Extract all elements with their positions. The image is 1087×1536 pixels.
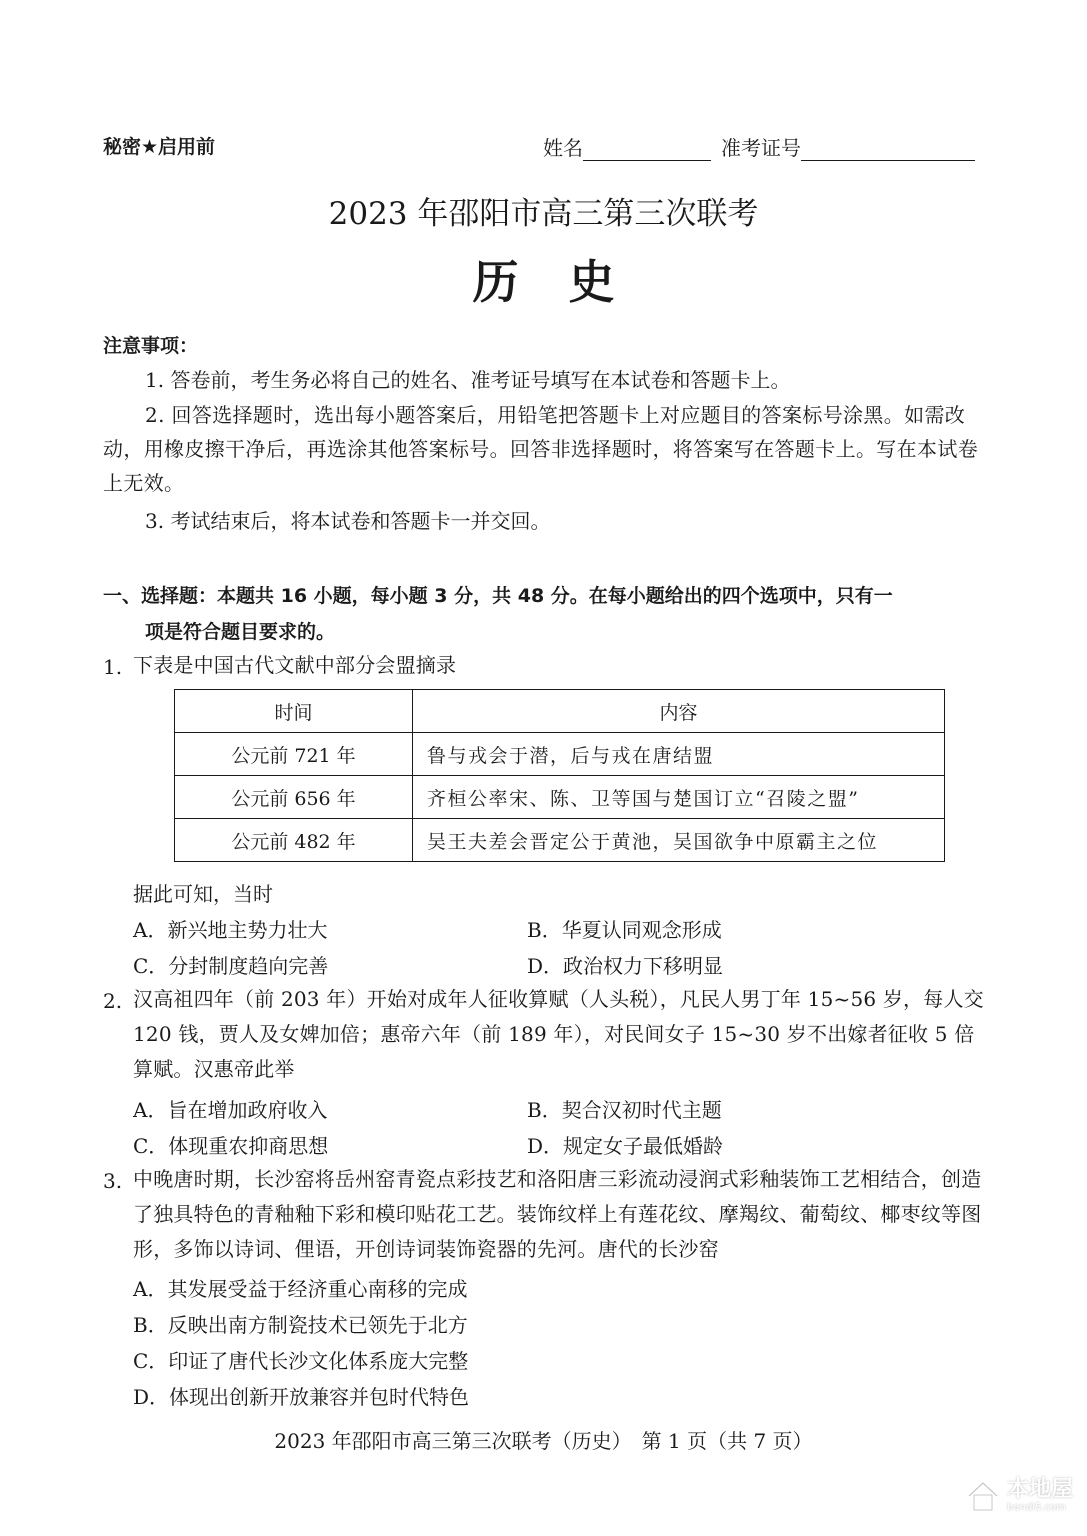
option-a: A．其发展受益于经济重心南移的完成 xyxy=(133,1277,468,1301)
option-b: B．反映出南方制瓷技术已领先于北方 xyxy=(133,1313,468,1337)
section-heading-line2: 项是符合题目要求的。 xyxy=(145,621,336,643)
question-number: 3. xyxy=(103,1169,123,1193)
exam-title: 2023 年邵阳市高三第三次联考 xyxy=(328,196,759,232)
table-cell: 公元前 721 年 xyxy=(175,733,413,776)
id-label: 准考证号 xyxy=(721,136,801,160)
question-stem: 中晚唐时期，长沙窑将岳州窑青瓷点彩技艺和洛阳唐三彩流动浸润式彩釉装饰工艺相结合，创造了独具特色的青釉釉下彩和模印贴花工艺。装饰纹样上有莲花纹、摩羯纹、葡萄纹、椰枣纹等图形，多饰以诗词、俚语，开创诗词装饰瓷器的先河。唐代的长沙窑 xyxy=(133,1167,982,1261)
house-icon xyxy=(965,1478,1001,1514)
option-d: D．体现出创新开放兼容并包时代特色 xyxy=(133,1385,470,1409)
table-header: 内容 xyxy=(413,690,945,733)
option-c: C．印证了唐代长沙文化体系庞大完整 xyxy=(133,1349,469,1373)
table-row xyxy=(175,733,945,776)
table-cell: 鲁与戎会于潜，后与戎在唐结盟 xyxy=(413,733,945,776)
notice-item: 3. 考试结束后，将本试卷和答题卡一并交回。 xyxy=(145,509,551,533)
notice-item: 2. 回答选择题时，选出每小题答案后，用铅笔把答题卡上对应题目的答案标号涂黑。如需改动，用橡皮擦干净后，再选涂其他答案标号。回答非选择题时，将答案写在答题卡上。写在本试卷上无效。 xyxy=(103,403,979,495)
name-blank xyxy=(583,140,711,161)
alliance-table xyxy=(174,689,945,862)
question-number: 2. xyxy=(103,989,123,1013)
name-label: 姓名 xyxy=(543,136,583,160)
confidential-label: 秘密★启用前 xyxy=(103,136,216,158)
table-row xyxy=(175,819,945,862)
option-d: D．政治权力下移明显 xyxy=(527,954,724,978)
table-cell: 齐桓公率宋、陈、卫等国与楚国订立“召陵之盟” xyxy=(413,776,945,819)
question-stem: 下表是中国古代文献中部分会盟摘录 xyxy=(133,653,457,677)
notice-heading: 注意事项： xyxy=(103,335,199,357)
section-heading-line1: 一、选择题：本题共 16 小题，每小题 3 分，共 48 分。在每小题给出的四个选项中，只有一 xyxy=(103,585,893,607)
watermark xyxy=(965,1478,1073,1514)
section-heading xyxy=(103,578,988,650)
watermark-brand: 本地屋 xyxy=(1006,1477,1073,1502)
table-cell: 公元前 656 年 xyxy=(175,776,413,819)
option-b: B．华夏认同观念形成 xyxy=(527,918,722,942)
question-prompt: 据此可知，当时 xyxy=(133,882,273,906)
question-stem: 汉高祖四年（前 203 年）开始对成年人征收算赋（人头税），凡民人男丁年 15~56 岁，每人交 120 钱，贾人及女婢加倍；惠帝六年（前 189 年），对民间女子 15~30 岁不出嫁者征收 5 倍算赋。汉惠帝此举 xyxy=(133,987,984,1081)
option-a: A．新兴地主势力壮大 xyxy=(133,918,328,942)
option-d: D．规定女子最低婚龄 xyxy=(527,1134,724,1158)
option-c: C．分封制度趋向完善 xyxy=(133,954,329,978)
page-footer: 2023 年邵阳市高三第三次联考（历史） 第 1 页（共 7 页） xyxy=(274,1429,813,1453)
notice-item: 1. 答卷前，考生务必将自己的姓名、准考证号填写在本试卷和答题卡上。 xyxy=(145,368,791,392)
option-b: B．契合汉初时代主题 xyxy=(527,1098,722,1122)
table-row xyxy=(175,776,945,819)
table-header-row xyxy=(175,690,945,733)
question-number: 1. xyxy=(103,655,123,679)
table-cell: 公元前 482 年 xyxy=(175,819,413,862)
candidate-fields xyxy=(543,132,975,161)
subject-title: 历史 xyxy=(472,255,665,309)
table-cell: 吴王夫差会晋定公于黄池，吴国欲争中原霸主之位 xyxy=(413,819,945,862)
option-c: C．体现重农抑商思想 xyxy=(133,1134,329,1158)
watermark-url: bendi5.com xyxy=(1006,1502,1066,1513)
table-header: 时间 xyxy=(175,690,413,733)
id-blank xyxy=(801,140,975,161)
option-a: A．旨在增加政府收入 xyxy=(133,1098,328,1122)
